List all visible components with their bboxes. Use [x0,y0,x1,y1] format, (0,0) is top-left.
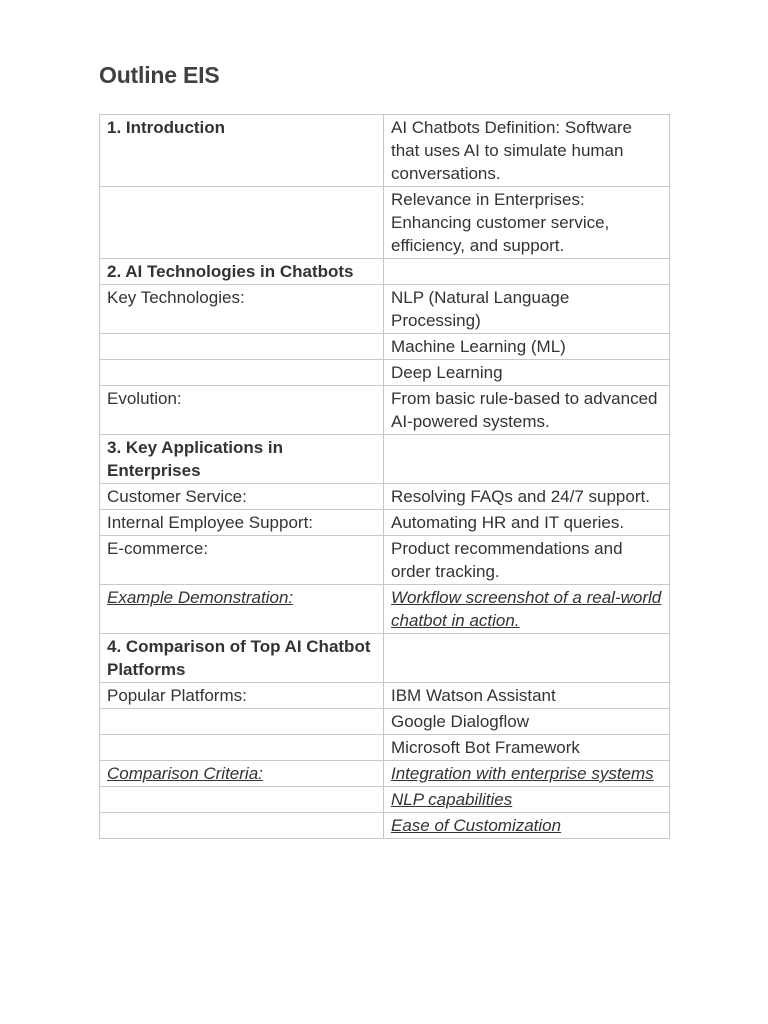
table-row [100,761,670,787]
table-row [100,709,670,735]
detail-cell: Ease of Customization [384,813,670,839]
table-row [100,510,670,536]
detail-cell [384,435,670,484]
topic-cell: Example Demonstration: [100,585,384,634]
table-row [100,536,670,585]
topic-cell: E-commerce: [100,536,384,585]
detail-cell [384,634,670,683]
table-row [100,334,670,360]
topic-cell: Popular Platforms: [100,683,384,709]
section-row [100,115,670,187]
detail-cell: Deep Learning [384,360,670,386]
outline-table-body [100,115,670,839]
section-heading-cell: 2. AI Technologies in Chatbots [100,259,384,285]
page-title: Outline EIS [99,62,220,88]
topic-cell [100,787,384,813]
table-row [100,683,670,709]
detail-cell: NLP (Natural Language Processing) [384,285,670,334]
table-row [100,585,670,634]
table-row [100,187,670,259]
topic-cell [100,735,384,761]
detail-cell: NLP capabilities [384,787,670,813]
section-row [100,259,670,285]
topic-cell [100,187,384,259]
detail-cell: Automating HR and IT queries. [384,510,670,536]
detail-cell: Integration with enterprise systems [384,761,670,787]
detail-cell: Microsoft Bot Framework [384,735,670,761]
detail-cell: Machine Learning (ML) [384,334,670,360]
detail-cell: Workflow screenshot of a real-world chatbot in action. [384,585,670,634]
section-heading-cell: 4. Comparison of Top AI Chatbot Platforms [100,634,384,683]
section-row [100,634,670,683]
section-heading-cell: 1. Introduction [100,115,384,187]
section-row [100,435,670,484]
table-row [100,813,670,839]
table-row [100,787,670,813]
detail-cell: Resolving FAQs and 24/7 support. [384,484,670,510]
table-row [100,484,670,510]
detail-cell: IBM Watson Assistant [384,683,670,709]
table-row [100,735,670,761]
topic-cell [100,360,384,386]
detail-cell: Relevance in Enterprises: Enhancing customer service, efficiency, and support. [384,187,670,259]
detail-cell: Product recommendations and order tracking. [384,536,670,585]
section-heading-cell: 3. Key Applications in Enterprises [100,435,384,484]
table-row [100,360,670,386]
topic-cell [100,334,384,360]
detail-cell: From basic rule-based to advanced AI-powered systems. [384,386,670,435]
topic-cell: Internal Employee Support: [100,510,384,536]
table-row [100,386,670,435]
detail-cell: Google Dialogflow [384,709,670,735]
detail-cell [384,259,670,285]
topic-cell: Comparison Criteria: [100,761,384,787]
topic-cell [100,813,384,839]
topic-cell [100,709,384,735]
outline-table [99,114,670,839]
topic-cell: Evolution: [100,386,384,435]
detail-cell: AI Chatbots Definition: Software that uses AI to simulate human conversations. [384,115,670,187]
topic-cell: Customer Service: [100,484,384,510]
table-row [100,285,670,334]
topic-cell: Key Technologies: [100,285,384,334]
